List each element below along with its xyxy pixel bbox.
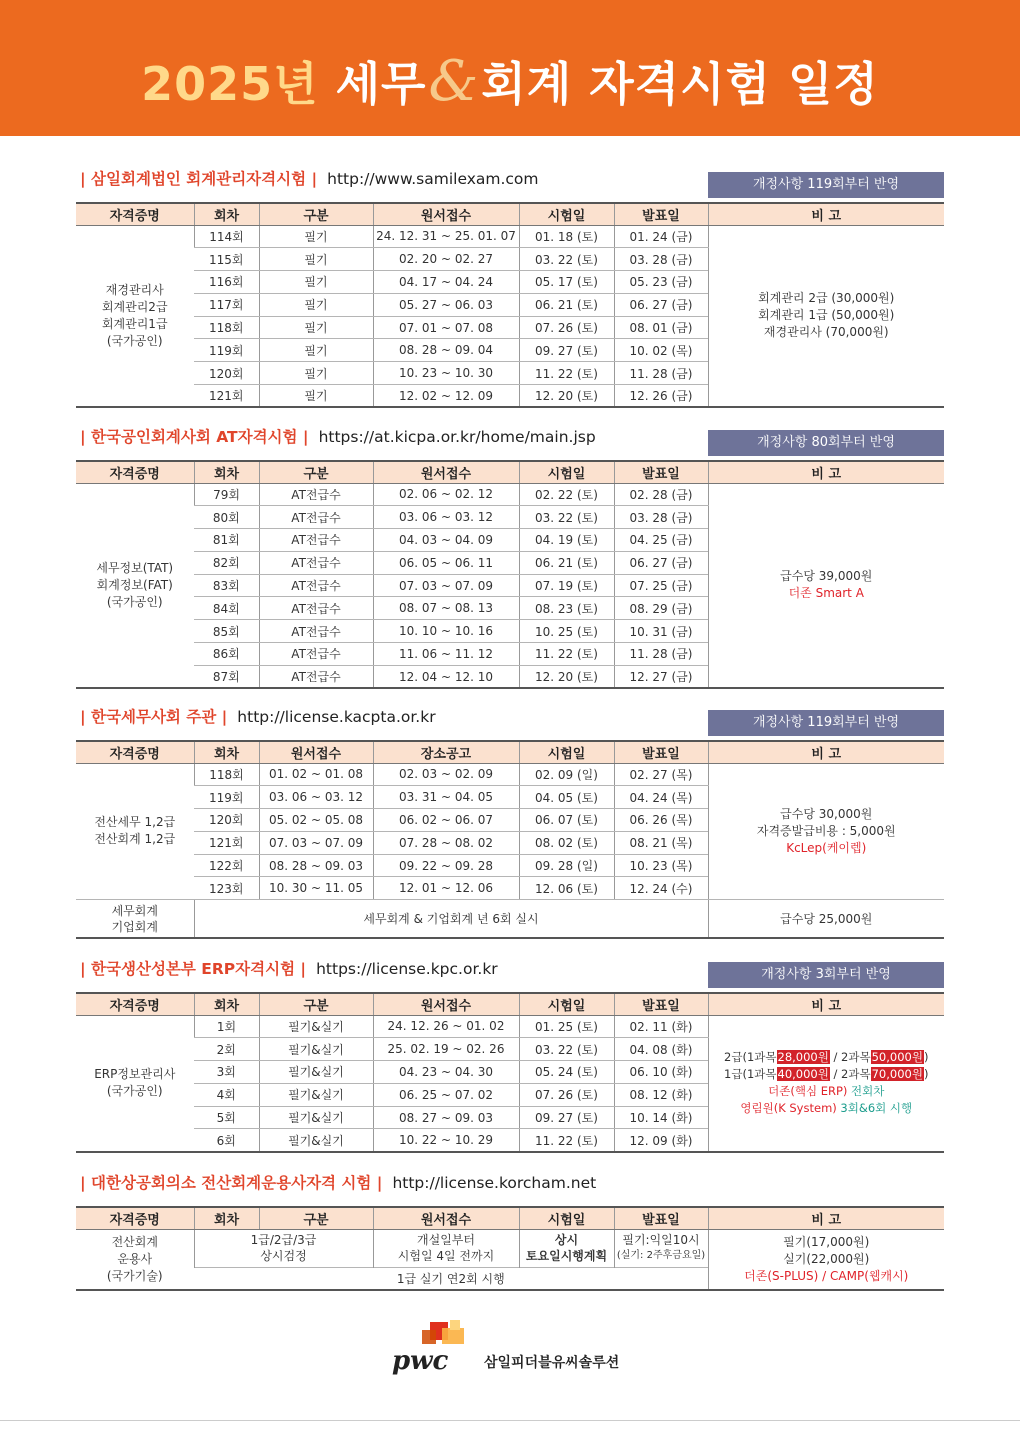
header-apply: 원서접수 <box>373 1207 519 1229</box>
type-cell: 필기&실기 <box>259 1015 373 1038</box>
apply-cell: 12. 04 ~ 12. 10 <box>373 665 519 688</box>
note-software: 더존(S-PLUS) / CAMP(웹캐시) <box>744 1268 909 1283</box>
section-url[interactable]: http://www.samilexam.com <box>327 170 539 188</box>
header-note: 비 고 <box>708 993 944 1015</box>
note-fee-line <box>709 1066 945 1083</box>
announce-cell: 04. 08 (화) <box>614 1038 708 1061</box>
revision-badge: 개정사항 119회부터 반영 <box>708 172 944 198</box>
round-cell: 120회 <box>194 362 259 385</box>
cert-line: ERP정보관리사 <box>94 1067 176 1082</box>
header-announce: 발표일 <box>614 1207 708 1229</box>
section-title <box>80 168 539 190</box>
header-apply: 원서접수 <box>373 461 519 483</box>
round-cell: 117회 <box>194 293 259 316</box>
announce-cell: 01. 24 (금) <box>614 225 708 248</box>
exam-date-cell: 07. 19 (토) <box>519 574 614 597</box>
exam-date-cell: 05. 24 (토) <box>519 1061 614 1084</box>
exam-date-cell: 01. 25 (토) <box>519 1015 614 1038</box>
exam-date-cell: 09. 28 (일) <box>519 854 614 877</box>
cert-name-cell <box>76 1015 194 1152</box>
round-cell: 3회 <box>194 1061 259 1084</box>
section-title-text: | 삼일회계법인 회계관리자격시험 | <box>80 170 318 188</box>
exam-date-cell: 11. 22 (토) <box>519 362 614 385</box>
exam-date-cell: 08. 02 (토) <box>519 831 614 854</box>
table-row <box>76 1015 944 1038</box>
round-cell: 85회 <box>194 620 259 643</box>
announce-cell: 11. 28 (금) <box>614 643 708 666</box>
fee-highlight: 50,000원 <box>871 1050 923 1065</box>
type-cell: AT전급수 <box>259 529 373 552</box>
section-title <box>80 958 498 980</box>
note-line: 실기(22,000원) <box>783 1251 870 1266</box>
header-type: 구분 <box>259 993 373 1015</box>
header-announce: 발표일 <box>614 203 708 225</box>
note-line: 자격증발급비용 : 5,000원 <box>756 823 896 838</box>
note-schedule: 3회&6회 시행 <box>840 1101 913 1116</box>
note-cell <box>708 1229 944 1290</box>
type-cell: AT전급수 <box>259 665 373 688</box>
type-cell: 필기 <box>259 271 373 294</box>
note-software: 더존(핵심 ERP) <box>768 1084 848 1099</box>
type-cell: 필기 <box>259 293 373 316</box>
announce-cell: 08. 21 (목) <box>614 831 708 854</box>
cert-line: 재경관리사 <box>105 282 164 297</box>
header-exam: 시험일 <box>519 741 614 763</box>
apply-cell: 04. 03 ~ 04. 09 <box>373 529 519 552</box>
round-cell: 6회 <box>194 1129 259 1152</box>
grade-line: 상시검정 <box>260 1249 307 1263</box>
header-apply: 원서접수 <box>373 203 519 225</box>
section-kicpa <box>76 426 944 685</box>
header-type: 구분 <box>259 461 373 483</box>
announce-cell: 04. 25 (금) <box>614 529 708 552</box>
round-cell: 120회 <box>194 809 259 832</box>
exam-date-cell: 03. 22 (토) <box>519 1038 614 1061</box>
section-title <box>80 426 596 448</box>
header-venue: 장소공고 <box>373 741 519 763</box>
note-cell <box>708 1015 944 1152</box>
header-note: 비 고 <box>708 461 944 483</box>
round-cell: 123회 <box>194 877 259 900</box>
type-cell: AT전급수 <box>259 506 373 529</box>
note-software-line <box>709 1083 945 1100</box>
apply-cell: 03. 06 ~ 03. 12 <box>259 786 373 809</box>
cert-line: 회계관리2급 <box>101 299 168 314</box>
announce-cell <box>614 1229 708 1267</box>
round-cell: 121회 <box>194 385 259 408</box>
header-announce: 발표일 <box>614 461 708 483</box>
header-announce: 발표일 <box>614 741 708 763</box>
exam-date-cell: 11. 22 (토) <box>519 643 614 666</box>
round-cell: 122회 <box>194 854 259 877</box>
exam-date-cell: 08. 23 (토) <box>519 597 614 620</box>
apply-cell: 07. 01 ~ 07. 08 <box>373 316 519 339</box>
exam-date-cell: 04. 19 (토) <box>519 529 614 552</box>
note-line: 급수당 30,000원 <box>780 806 873 821</box>
divider <box>0 1420 1020 1421</box>
cert-name-cell <box>76 1229 194 1290</box>
title-year: 2025년 <box>141 57 319 111</box>
cert-line: 전산회계 <box>111 1234 158 1249</box>
note-software: 더존 Smart A <box>788 586 864 601</box>
exam-date-cell: 06. 07 (토) <box>519 809 614 832</box>
schedule-table <box>76 992 944 1153</box>
note-schedule: 전회차 <box>851 1084 885 1099</box>
cert-line: (국가공인) <box>106 594 163 609</box>
cert-line: 기업회계 <box>111 919 158 934</box>
apply-cell: 08. 28 ~ 09. 03 <box>259 854 373 877</box>
header-round: 회차 <box>194 741 259 763</box>
note-line: 회계관리 1급 (50,000원) <box>758 308 895 323</box>
note-software: KcLep(케이렙) <box>786 840 867 855</box>
exam-date-cell: 12. 20 (토) <box>519 385 614 408</box>
header-round: 회차 <box>194 461 259 483</box>
round-cell: 119회 <box>194 339 259 362</box>
extra-info-cell: 세무회계 & 기업회계 년 6회 실시 <box>194 900 708 938</box>
apply-cell: 02. 20 ~ 02. 27 <box>373 248 519 271</box>
announce-cell: 10. 14 (화) <box>614 1106 708 1129</box>
title-ampersand: & <box>428 49 480 114</box>
apply-cell: 06. 05 ~ 06. 11 <box>373 551 519 574</box>
type-cell: 필기 <box>259 225 373 248</box>
announce-cell: 06. 27 (금) <box>614 293 708 316</box>
company-name: 삼일피더블유씨솔루션 <box>484 1355 620 1371</box>
header-exam: 시험일 <box>519 203 614 225</box>
exam-date-cell: 09. 27 (토) <box>519 339 614 362</box>
section-kacpta <box>76 706 944 934</box>
note-cell <box>708 225 944 407</box>
announce-cell: 12. 26 (금) <box>614 385 708 408</box>
cert-line: (국가기술) <box>106 1268 163 1283</box>
apply-cell: 10. 10 ~ 10. 16 <box>373 620 519 643</box>
section-kpc-erp <box>76 958 944 1148</box>
round-cell: 86회 <box>194 643 259 666</box>
header-note: 비 고 <box>708 741 944 763</box>
announce-cell: 10. 23 (목) <box>614 854 708 877</box>
type-cell: AT전급수 <box>259 620 373 643</box>
header-apply: 원서접수 <box>259 741 373 763</box>
exam-date-cell: 02. 09 (일) <box>519 763 614 786</box>
table-row <box>76 900 944 938</box>
announce-cell: 04. 24 (목) <box>614 786 708 809</box>
header-cert: 자격증명 <box>76 993 194 1015</box>
note-software: 영림원(K System) <box>740 1101 837 1116</box>
round-cell: 87회 <box>194 665 259 688</box>
fee-label: / 2과목 <box>829 1067 871 1082</box>
exam-date-cell: 10. 25 (토) <box>519 620 614 643</box>
apply-cell: 11. 06 ~ 11. 12 <box>373 643 519 666</box>
announce-cell: 10. 31 (금) <box>614 620 708 643</box>
apply-cell <box>373 1229 519 1267</box>
type-cell: 필기&실기 <box>259 1061 373 1084</box>
header-type: 구분 <box>259 1207 373 1229</box>
cert-line: (국가공인) <box>106 1084 163 1099</box>
announce-line: 필기:익일10시 <box>622 1233 700 1247</box>
venue-cell: 06. 02 ~ 06. 07 <box>373 809 519 832</box>
cert-name-cell <box>76 483 194 688</box>
fee-highlight: 40,000원 <box>777 1067 829 1082</box>
header-round: 회차 <box>194 203 259 225</box>
announce-cell: 08. 12 (화) <box>614 1083 708 1106</box>
page-title <box>0 50 1020 116</box>
type-cell: AT전급수 <box>259 551 373 574</box>
type-cell: 필기&실기 <box>259 1106 373 1129</box>
announce-cell: 07. 25 (금) <box>614 574 708 597</box>
cert-line: 운용사 <box>117 1251 153 1266</box>
exam-date-cell: 07. 26 (토) <box>519 1083 614 1106</box>
header-cert: 자격증명 <box>76 1207 194 1229</box>
announce-cell: 12. 09 (화) <box>614 1129 708 1152</box>
fee-highlight: 28,000원 <box>777 1050 829 1065</box>
header-apply: 원서접수 <box>373 993 519 1015</box>
round-cell: 115회 <box>194 248 259 271</box>
exam-date-cell: 05. 17 (토) <box>519 271 614 294</box>
extra-cert-cell <box>76 900 194 938</box>
header-announce: 발표일 <box>614 993 708 1015</box>
apply-cell: 03. 06 ~ 03. 12 <box>373 506 519 529</box>
apply-cell: 05. 27 ~ 06. 03 <box>373 293 519 316</box>
round-cell: 79회 <box>194 483 259 506</box>
type-cell: AT전급수 <box>259 597 373 620</box>
fee-label: ) <box>923 1067 929 1082</box>
note-fee-line <box>709 1049 945 1066</box>
announce-cell: 03. 28 (금) <box>614 506 708 529</box>
note-line: 회계관리 2급 (30,000원) <box>758 291 895 306</box>
exam-date-cell <box>519 1229 614 1267</box>
round-cell: 1회 <box>194 1015 259 1038</box>
revision-badge: 개정사항 80회부터 반영 <box>708 430 944 456</box>
footer <box>0 1320 1020 1380</box>
announce-cell: 08. 29 (금) <box>614 597 708 620</box>
exam-date-cell: 11. 22 (토) <box>519 1129 614 1152</box>
cert-line: 전산세무 1,2급 <box>94 815 176 830</box>
venue-cell: 03. 31 ~ 04. 05 <box>373 786 519 809</box>
section-url[interactable]: https://at.kicpa.or.kr/home/main.jsp <box>318 428 596 446</box>
table-row <box>76 225 944 248</box>
announce-cell: 12. 27 (금) <box>614 665 708 688</box>
announce-cell: 08. 01 (금) <box>614 316 708 339</box>
apply-cell: 12. 02 ~ 12. 09 <box>373 385 519 408</box>
apply-line: 개설일부터 <box>417 1233 475 1247</box>
exam-date-cell: 01. 18 (토) <box>519 225 614 248</box>
round-cell: 80회 <box>194 506 259 529</box>
announce-cell: 02. 28 (금) <box>614 483 708 506</box>
announce-cell: 12. 24 (수) <box>614 877 708 900</box>
brand-wordmark: pwc <box>392 1346 449 1376</box>
header-exam: 시험일 <box>519 461 614 483</box>
section-url[interactable]: https://license.kpc.or.kr <box>316 960 498 978</box>
title-part1: 세무 <box>335 57 427 111</box>
apply-cell: 24. 12. 31 ~ 25. 01. 07 <box>373 225 519 248</box>
table-row <box>76 483 944 506</box>
exam-date-cell: 12. 20 (토) <box>519 665 614 688</box>
type-cell: AT전급수 <box>259 574 373 597</box>
announce-cell: 05. 23 (금) <box>614 271 708 294</box>
header-round: 회차 <box>194 993 259 1015</box>
schedule-table <box>76 1206 944 1291</box>
cert-line: 회계관리1급 <box>101 316 168 331</box>
announce-cell: 06. 27 (금) <box>614 551 708 574</box>
fee-label: / 2과목 <box>829 1050 871 1065</box>
apply-cell: 07. 03 ~ 07. 09 <box>259 831 373 854</box>
round-cell: 116회 <box>194 271 259 294</box>
apply-cell: 08. 28 ~ 09. 04 <box>373 339 519 362</box>
extra-note-cell: 급수당 25,000원 <box>708 900 944 938</box>
round-cell: 2회 <box>194 1038 259 1061</box>
header-note: 비 고 <box>708 203 944 225</box>
note-line: 재경관리사 (70,000원) <box>763 325 889 340</box>
venue-cell: 02. 03 ~ 02. 09 <box>373 763 519 786</box>
round-cell: 121회 <box>194 831 259 854</box>
apply-cell: 08. 07 ~ 08. 13 <box>373 597 519 620</box>
section-samil <box>76 168 944 404</box>
section-title-text: | 대한상공회의소 전산회계운용사자격 시험 | <box>80 1174 383 1192</box>
grade-line: 1급/2급/3급 <box>250 1233 317 1247</box>
type-cell: 필기&실기 <box>259 1129 373 1152</box>
exam-date-cell: 02. 22 (토) <box>519 483 614 506</box>
type-cell: 필기 <box>259 339 373 362</box>
title-banner <box>0 0 1020 136</box>
announce-line: (실기: 2주후금요일) <box>616 1250 706 1261</box>
header-note: 비 고 <box>708 1207 944 1229</box>
type-cell: 필기 <box>259 362 373 385</box>
note-cell <box>708 483 944 688</box>
announce-cell: 03. 28 (금) <box>614 248 708 271</box>
extra-info-cell: 1급 실기 연2회 시행 <box>194 1267 708 1290</box>
type-cell: 필기 <box>259 385 373 408</box>
cert-line: 세무회계 <box>111 903 158 918</box>
cert-name-cell <box>76 225 194 407</box>
note-cell <box>708 763 944 900</box>
header-type: 구분 <box>259 203 373 225</box>
round-cell: 119회 <box>194 786 259 809</box>
exam-date-cell: 03. 22 (토) <box>519 248 614 271</box>
table-row <box>76 1229 944 1267</box>
apply-line: 시험일 4일 전까지 <box>397 1249 495 1263</box>
section-title-text: | 한국생산성본부 ERP자격시험 | <box>80 960 307 978</box>
round-cell: 118회 <box>194 316 259 339</box>
section-title <box>80 1172 596 1194</box>
type-cell: 필기 <box>259 248 373 271</box>
exam-date-cell: 07. 26 (토) <box>519 316 614 339</box>
section-title <box>80 706 436 728</box>
venue-cell: 07. 28 ~ 08. 02 <box>373 831 519 854</box>
apply-cell: 10. 23 ~ 10. 30 <box>373 362 519 385</box>
table-row <box>76 763 944 786</box>
schedule-table <box>76 202 944 408</box>
announce-cell: 06. 26 (목) <box>614 809 708 832</box>
exam-date-cell: 04. 05 (토) <box>519 786 614 809</box>
section-title-text: | 한국공인회계사회 AT자격시험 | <box>80 428 309 446</box>
header-exam: 시험일 <box>519 1207 614 1229</box>
announce-cell: 11. 28 (금) <box>614 362 708 385</box>
fee-label: ) <box>923 1050 929 1065</box>
apply-cell: 04. 23 ~ 04. 30 <box>373 1061 519 1084</box>
round-cell: 81회 <box>194 529 259 552</box>
apply-cell: 02. 06 ~ 02. 12 <box>373 483 519 506</box>
note-software-line <box>709 1100 945 1117</box>
exam-line: 상시 <box>554 1233 579 1247</box>
cert-line: (국가공인) <box>106 333 163 348</box>
round-cell: 82회 <box>194 551 259 574</box>
round-cell: 5회 <box>194 1106 259 1129</box>
fee-label: 1급(1과목 <box>724 1067 777 1082</box>
venue-cell: 09. 22 ~ 09. 28 <box>373 854 519 877</box>
note-line: 급수당 39,000원 <box>780 569 873 584</box>
exam-date-cell: 09. 27 (토) <box>519 1106 614 1129</box>
announce-cell: 02. 27 (목) <box>614 763 708 786</box>
header-cert: 자격증명 <box>76 741 194 763</box>
fee-label: 2급(1과목 <box>724 1050 777 1065</box>
apply-cell: 10. 30 ~ 11. 05 <box>259 877 373 900</box>
round-cell: 114회 <box>194 225 259 248</box>
round-cell: 84회 <box>194 597 259 620</box>
header-exam: 시험일 <box>519 993 614 1015</box>
section-header <box>76 1172 944 1196</box>
exam-date-cell: 06. 21 (토) <box>519 551 614 574</box>
note-line: 필기(17,000원) <box>783 1234 870 1249</box>
apply-cell: 04. 17 ~ 04. 24 <box>373 271 519 294</box>
cert-line: 전산회계 1,2급 <box>94 832 176 847</box>
exam-line: 토요일시행계획 <box>525 1249 608 1263</box>
announce-cell: 02. 11 (화) <box>614 1015 708 1038</box>
announce-cell: 10. 02 (목) <box>614 339 708 362</box>
type-cell: 필기 <box>259 316 373 339</box>
cert-line: 회계정보(FAT) <box>96 577 173 592</box>
round-cell: 4회 <box>194 1083 259 1106</box>
exam-date-cell: 12. 06 (토) <box>519 877 614 900</box>
schedule-table <box>76 460 944 689</box>
apply-cell: 10. 22 ~ 10. 29 <box>373 1129 519 1152</box>
revision-badge: 개정사항 3회부터 반영 <box>708 962 944 988</box>
apply-cell: 06. 25 ~ 07. 02 <box>373 1083 519 1106</box>
venue-cell: 12. 01 ~ 12. 06 <box>373 877 519 900</box>
apply-cell: 05. 02 ~ 05. 08 <box>259 809 373 832</box>
announce-cell: 06. 10 (화) <box>614 1061 708 1084</box>
fee-highlight: 70,000원 <box>871 1067 923 1082</box>
type-cell: 필기&실기 <box>259 1038 373 1061</box>
revision-badge: 개정사항 119회부터 반영 <box>708 710 944 736</box>
apply-cell: 01. 02 ~ 01. 08 <box>259 763 373 786</box>
section-korcham <box>76 1172 944 1286</box>
type-cell: AT전급수 <box>259 643 373 666</box>
header-round: 회차 <box>194 1207 259 1229</box>
apply-cell: 24. 12. 26 ~ 01. 02 <box>373 1015 519 1038</box>
round-cell: 118회 <box>194 763 259 786</box>
apply-cell: 08. 27 ~ 09. 03 <box>373 1106 519 1129</box>
header-cert: 자격증명 <box>76 461 194 483</box>
apply-cell: 25. 02. 19 ~ 02. 26 <box>373 1038 519 1061</box>
round-cell: 83회 <box>194 574 259 597</box>
exam-date-cell: 06. 21 (토) <box>519 293 614 316</box>
section-url[interactable]: http://license.korcham.net <box>392 1174 597 1192</box>
title-part2: 회계 자격시험 일정 <box>481 57 879 111</box>
cert-line: 세무정보(TAT) <box>96 560 174 575</box>
apply-cell: 07. 03 ~ 07. 09 <box>373 574 519 597</box>
type-cell: AT전급수 <box>259 483 373 506</box>
type-cell: 필기&실기 <box>259 1083 373 1106</box>
section-title-text: | 한국세무사회 주관 | <box>80 708 228 726</box>
section-url[interactable]: http://license.kacpta.or.kr <box>237 708 436 726</box>
exam-date-cell: 03. 22 (토) <box>519 506 614 529</box>
cert-name-cell <box>76 763 194 900</box>
header-cert: 자격증명 <box>76 203 194 225</box>
grade-cell <box>194 1229 373 1267</box>
schedule-table <box>76 740 944 939</box>
